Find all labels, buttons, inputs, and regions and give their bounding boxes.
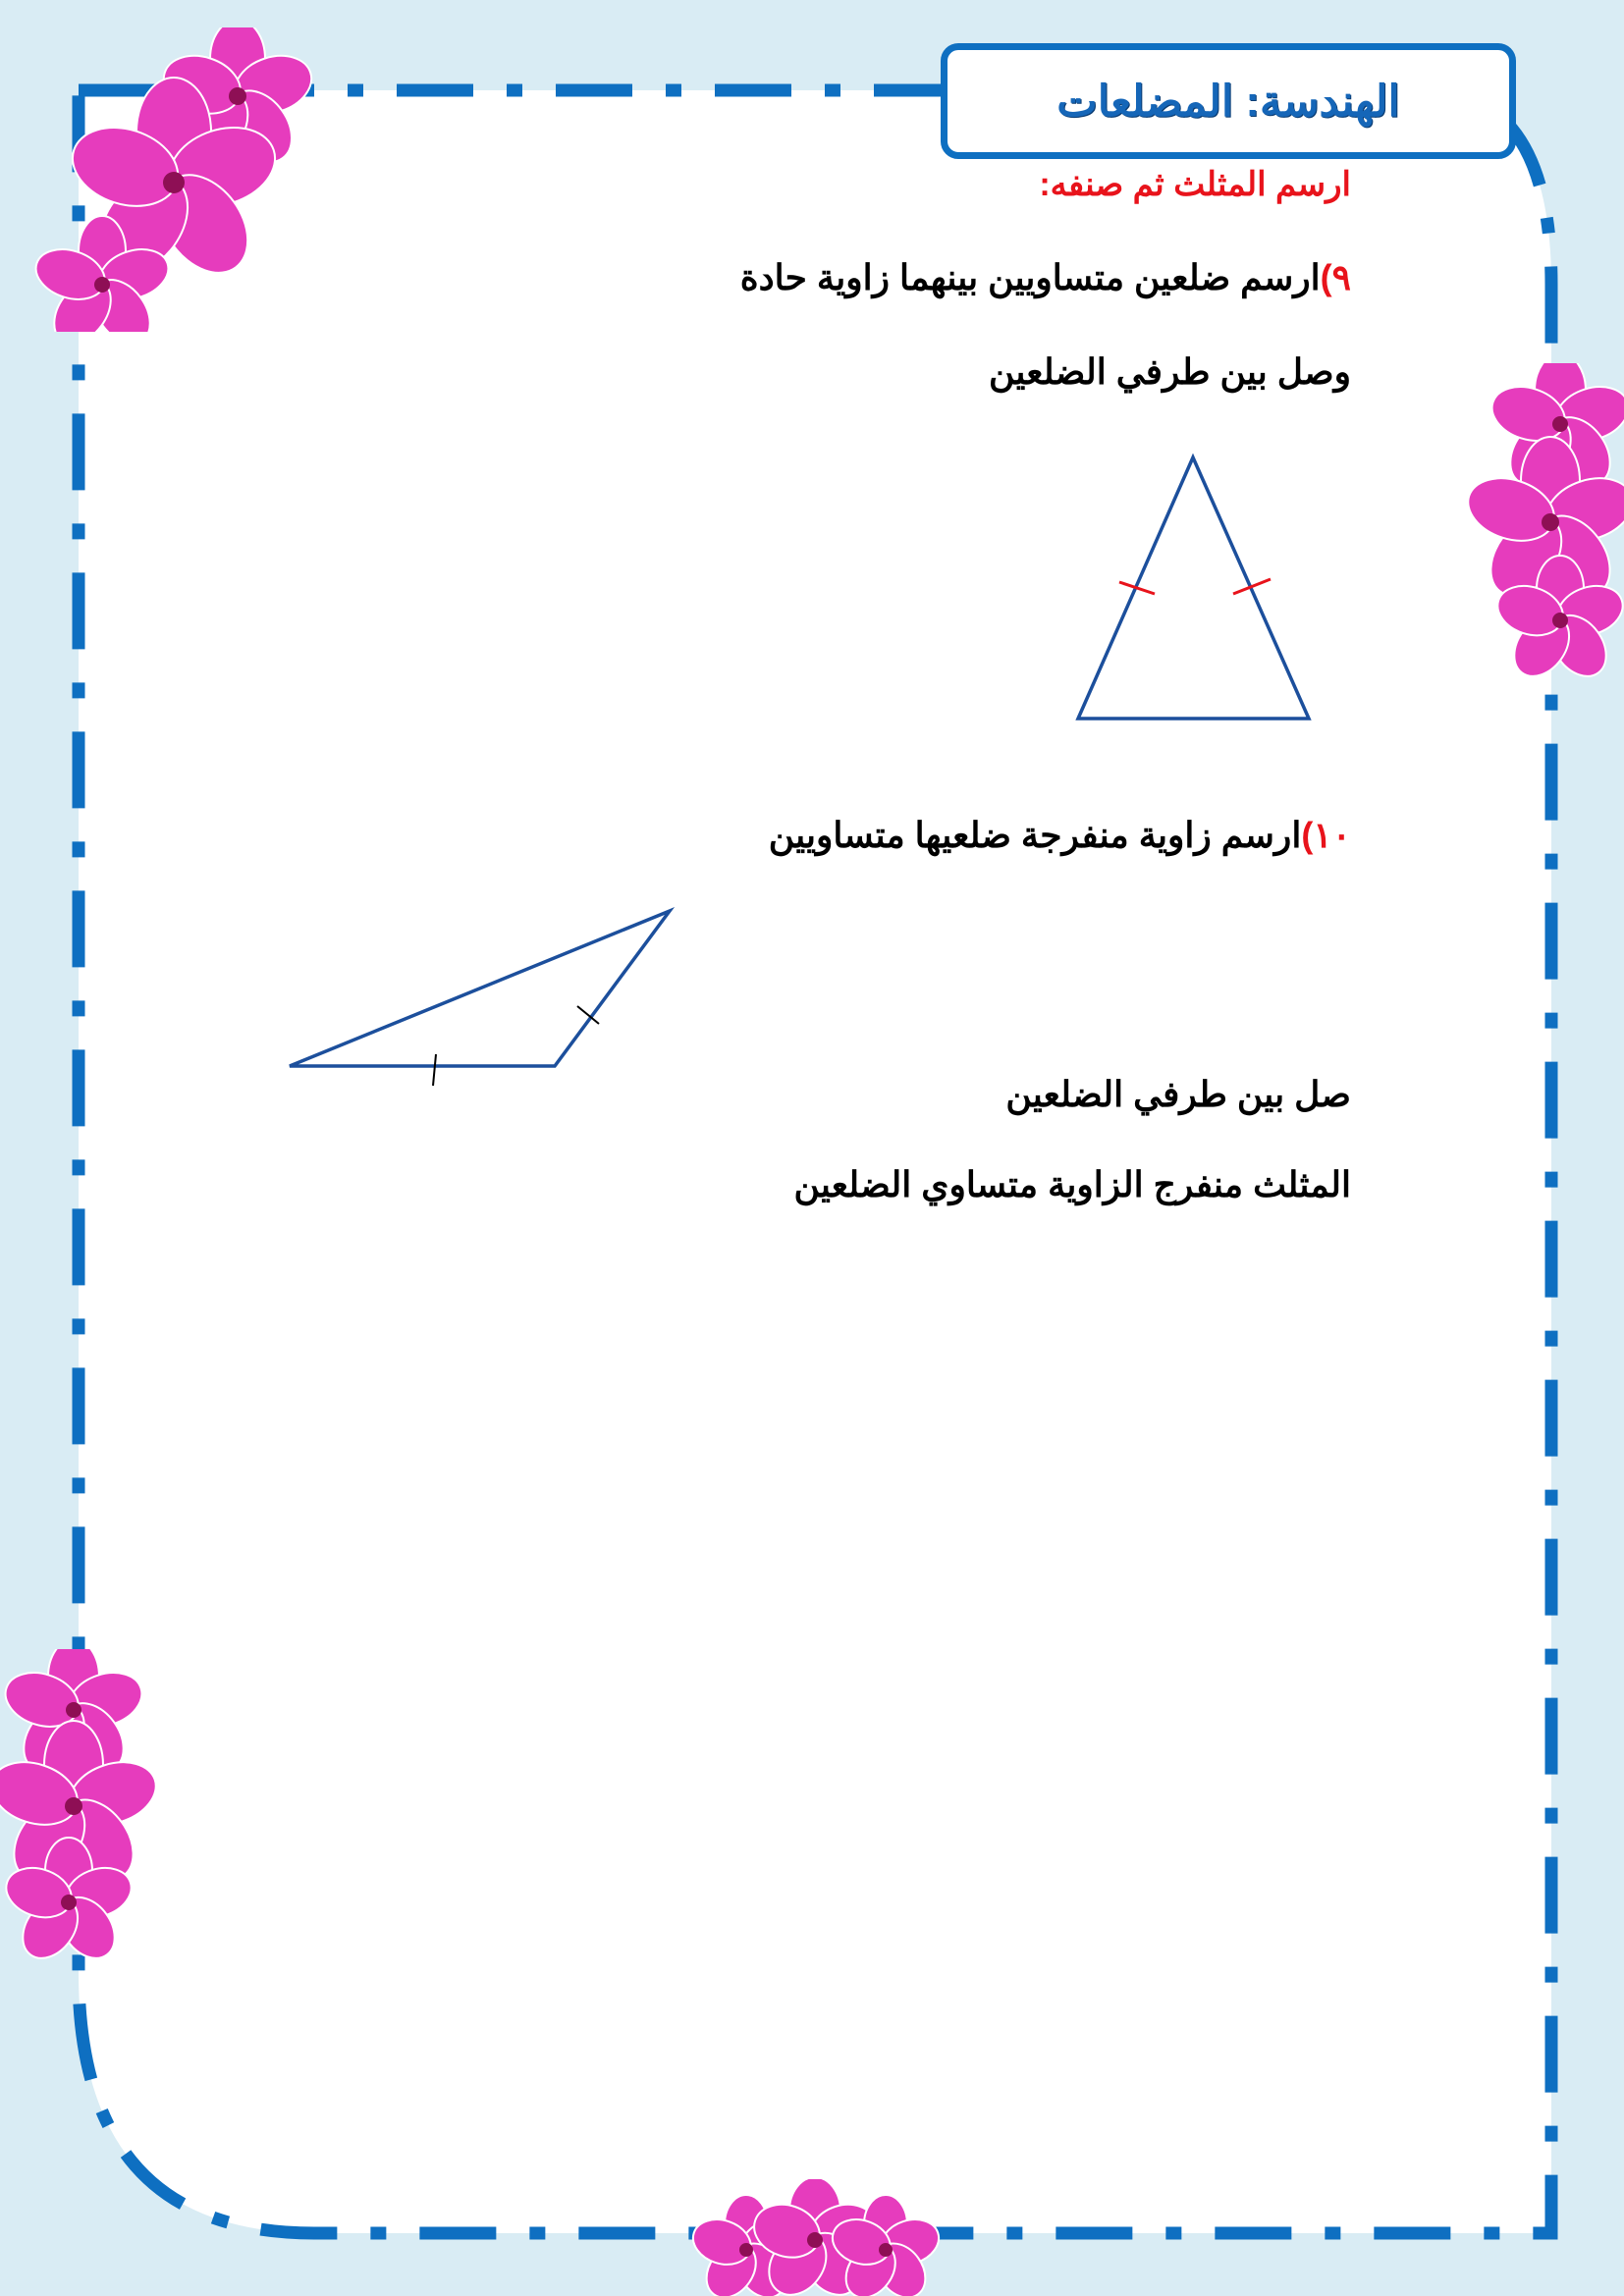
flower-cluster-left bbox=[0, 1649, 157, 1963]
flower-cluster-bottom bbox=[677, 2179, 952, 2296]
question-10-text: ارسم زاوية منفرجة ضلعيها متساويين bbox=[768, 815, 1302, 855]
flower-cluster-right bbox=[1467, 363, 1624, 677]
title-box bbox=[941, 43, 1516, 159]
flower-cluster-top-left bbox=[12, 27, 336, 332]
question-10-answer: المثلث منفرج الزاوية متساوي الضلعين bbox=[793, 1164, 1351, 1204]
page-title: الهندسة: المضلعات bbox=[1056, 77, 1400, 126]
question-9-text: ارسم ضلعين متساويين بينهما زاوية حادة bbox=[739, 257, 1321, 297]
section-heading: ارسم المثلث ثم صنفه: bbox=[1039, 166, 1351, 203]
content-area bbox=[79, 90, 1551, 2233]
question-9-number: ٩) bbox=[1320, 257, 1351, 297]
question-9-line2: وصل بين طرفي الضلعين bbox=[989, 351, 1351, 392]
question-10 bbox=[769, 815, 1351, 856]
question-10-number: ١٠) bbox=[1301, 815, 1351, 855]
question-9 bbox=[740, 257, 1351, 298]
question-10-line2: صل بين طرفي الضلعين bbox=[1005, 1074, 1351, 1114]
